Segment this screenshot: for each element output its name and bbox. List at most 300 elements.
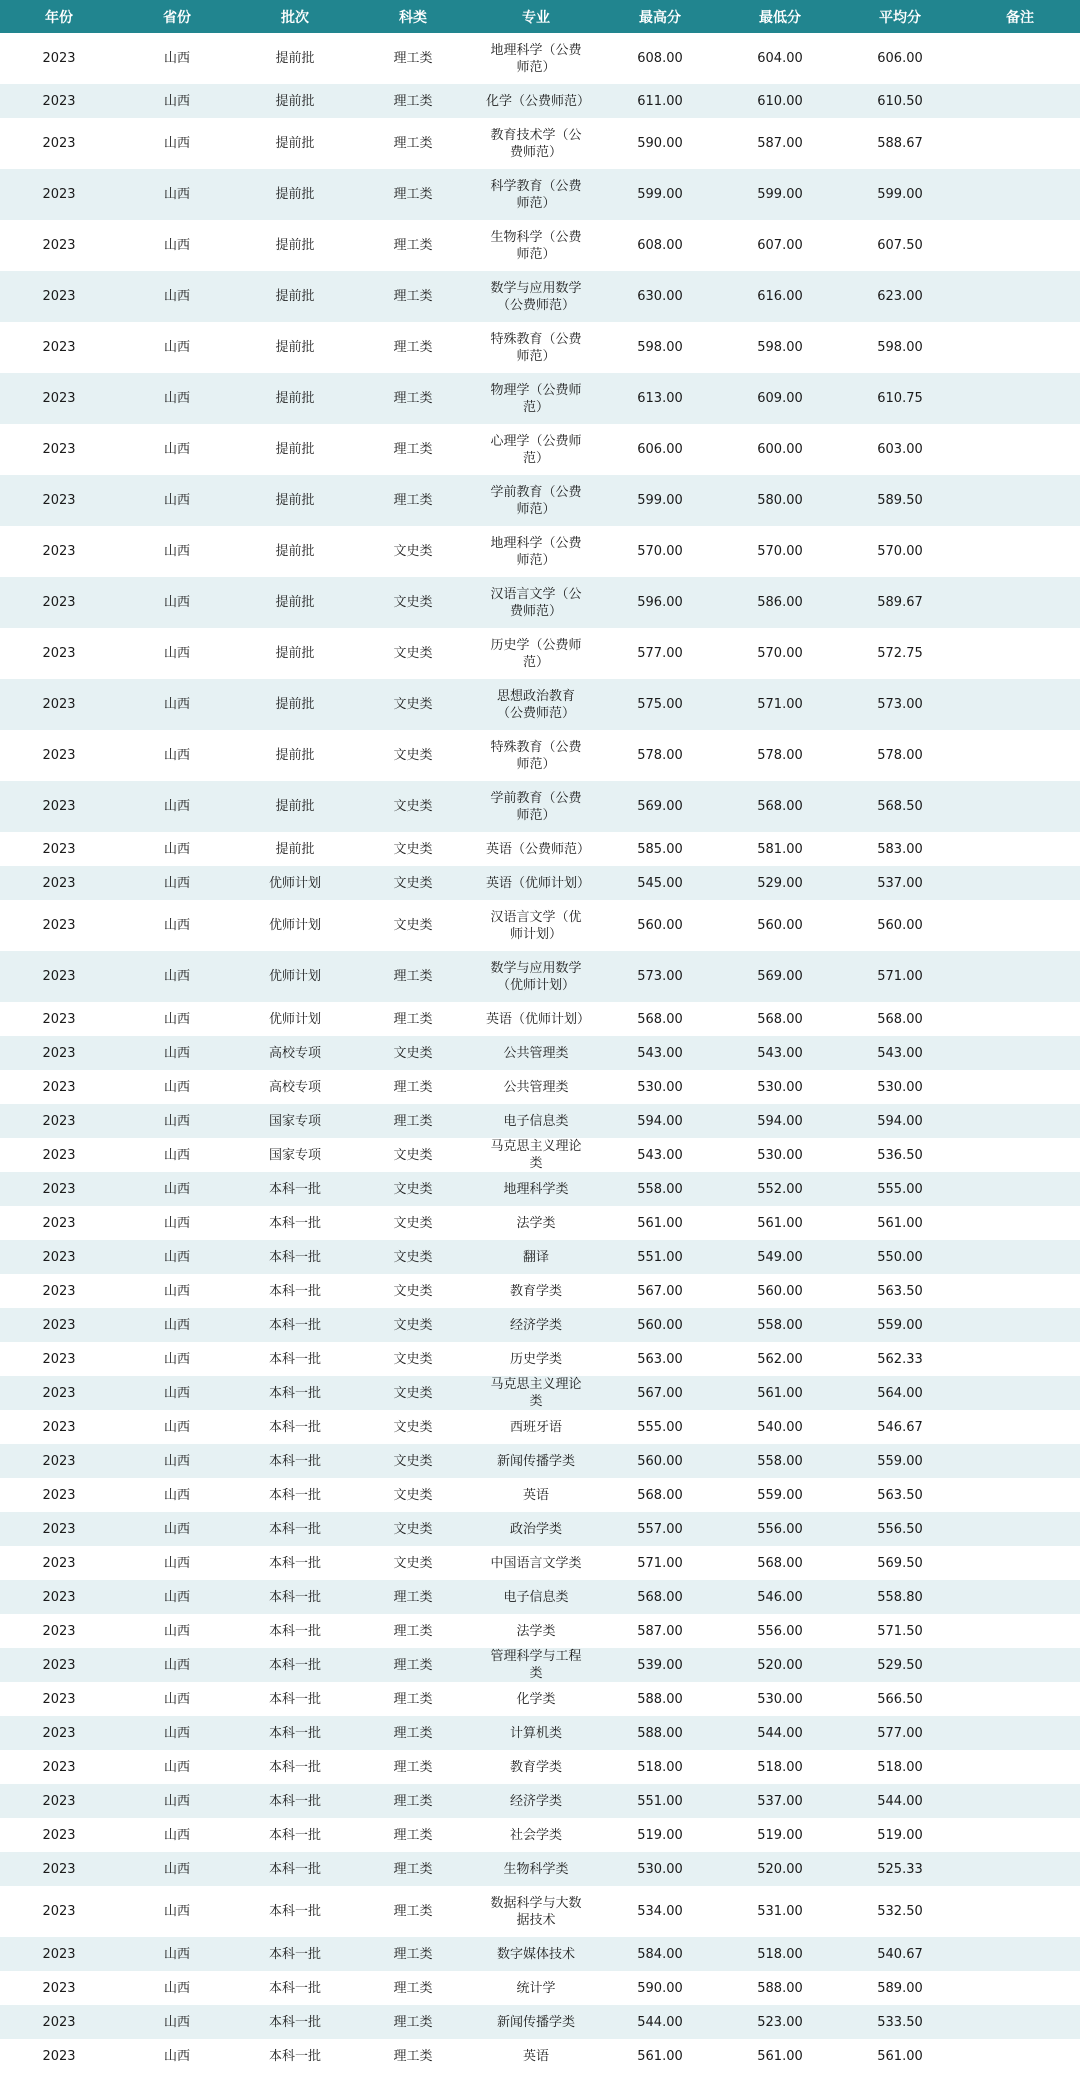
cell-major: 英语（公费师范）: [486, 841, 591, 857]
cell-province: 山西: [118, 679, 236, 730]
cell-year: 2023: [0, 1512, 118, 1546]
cell-remark: [960, 1716, 1080, 1750]
table-row: [0, 1240, 1080, 1274]
cell-major: 英语: [522, 1487, 549, 1503]
cell-year: 2023: [42, 1691, 76, 1707]
cell-major: 经济学类: [472, 1308, 600, 1342]
header-category[interactable]: 科类: [354, 0, 472, 33]
table-row: [0, 1614, 1080, 1648]
cell-remark: [960, 866, 1080, 900]
cell-major: 计算机类: [472, 1716, 600, 1750]
cell-province: 山西: [163, 544, 190, 559]
cell-min-score: 607.00: [757, 238, 803, 253]
cell-max-score: 534.00: [637, 1904, 683, 1919]
cell-min-score: 549.00: [720, 1240, 840, 1274]
cell-min-score: 571.00: [720, 679, 840, 730]
cell-category: 文史类: [354, 1240, 472, 1274]
cell-year: 2023: [42, 646, 76, 661]
cell-avg-score: 594.00: [840, 1104, 960, 1138]
cell-major: 历史学类: [509, 1351, 562, 1367]
cell-year: 2023: [42, 1419, 76, 1435]
cell-remark: [960, 577, 1080, 628]
cell-max-score: 543.00: [600, 1036, 720, 1070]
cell-major: 特殊教育（公费师范）: [490, 739, 582, 772]
cell-max-score: 611.00: [600, 84, 720, 118]
cell-batch: 优师计划: [236, 866, 354, 900]
cell-province: 山西: [118, 1512, 236, 1546]
cell-major: 汉语言文学（公费师范）: [472, 577, 600, 628]
cell-avg-score: 563.50: [877, 1487, 923, 1503]
cell-avg-score: 578.00: [877, 748, 923, 763]
cell-year: 2023: [42, 136, 76, 151]
cell-remark: [960, 1036, 1080, 1070]
cell-year: 2023: [0, 1240, 118, 1274]
cell-province: 山西: [163, 1147, 190, 1163]
cell-batch: 本科一批: [236, 1444, 354, 1478]
cell-province: 山西: [163, 1980, 190, 1996]
cell-max-score: 577.00: [637, 646, 683, 661]
cell-province: 山西: [118, 373, 236, 424]
cell-min-score: 543.00: [720, 1036, 840, 1070]
cell-remark: [960, 1376, 1080, 1410]
cell-year: 2023: [42, 1283, 76, 1299]
cell-avg-score: 529.50: [840, 1648, 960, 1682]
cell-batch: 本科一批: [268, 1487, 321, 1503]
cell-category: 理工类: [393, 136, 433, 151]
cell-max-score: 590.00: [637, 136, 683, 151]
header-row: [0, 0, 1080, 33]
cell-year: 2023: [42, 1980, 76, 1996]
cell-major: 教育学类: [509, 1283, 562, 1299]
cell-avg-score: 577.00: [840, 1716, 960, 1750]
cell-province: 山西: [118, 866, 236, 900]
cell-category: 理工类: [393, 1904, 433, 1919]
cell-major: 英语（优师计划）: [472, 866, 600, 900]
cell-min-score: 560.00: [757, 918, 803, 933]
cell-year: 2023: [0, 1716, 118, 1750]
table-row: [0, 781, 1080, 832]
cell-max-score: 518.00: [637, 1759, 683, 1775]
cell-remark: [960, 1206, 1080, 1240]
cell-max-score: 569.00: [600, 781, 720, 832]
cell-avg-score: 564.00: [840, 1376, 960, 1410]
table-row: [0, 1682, 1080, 1716]
cell-major: 经济学类: [472, 1784, 600, 1818]
cell-year: 2023: [0, 866, 118, 900]
cell-major: 数学与应用数学（优师计划）: [472, 951, 600, 1002]
cell-year: 2023: [0, 1104, 118, 1138]
table-row: [0, 1104, 1080, 1138]
cell-max-score: 544.00: [600, 2005, 720, 2039]
cell-category: 理工类: [354, 169, 472, 220]
cell-batch: 国家专项: [236, 1104, 354, 1138]
cell-min-score: 578.00: [757, 748, 803, 763]
cell-min-score: 568.00: [720, 781, 840, 832]
cell-remark: [960, 169, 1080, 220]
header-remark[interactable]: 备注: [960, 0, 1080, 33]
header-year[interactable]: 年份: [0, 0, 118, 33]
table-row: [0, 373, 1080, 424]
cell-remark: [960, 220, 1080, 271]
cell-province: 山西: [118, 169, 236, 220]
cell-batch: 本科一批: [268, 1555, 321, 1571]
cell-batch: 本科一批: [268, 1759, 321, 1775]
cell-min-score: 598.00: [757, 340, 803, 355]
cell-category: 理工类: [393, 1759, 433, 1775]
cell-batch: 本科一批: [268, 1691, 321, 1707]
cell-major: 物理学（公费师范）: [472, 373, 600, 424]
table-row: [0, 1886, 1080, 1937]
cell-category: 理工类: [354, 951, 472, 1002]
cell-province: 山西: [163, 1555, 190, 1571]
cell-max-score: 570.00: [637, 544, 683, 559]
table-row: [0, 1274, 1080, 1308]
cell-avg-score: 573.00: [840, 679, 960, 730]
cell-category: 理工类: [354, 1784, 472, 1818]
cell-province: 山西: [163, 1759, 190, 1775]
table-row: [0, 1036, 1080, 1070]
cell-province: 山西: [118, 781, 236, 832]
cell-batch: 提前批: [236, 679, 354, 730]
cell-year: 2023: [0, 1580, 118, 1614]
cell-batch: 本科一批: [236, 1240, 354, 1274]
cell-avg-score: 589.00: [877, 1980, 923, 1996]
cell-avg-score: 568.00: [877, 1011, 923, 1027]
table-row: [0, 577, 1080, 628]
cell-remark: [960, 1002, 1080, 1036]
cell-major: 汉语言文学（优师计划）: [490, 909, 582, 942]
cell-max-score: 543.00: [637, 1147, 683, 1163]
cell-avg-score: 560.00: [877, 918, 923, 933]
cell-batch: 本科一批: [268, 1215, 321, 1231]
cell-major: 英语: [522, 2048, 549, 2064]
cell-remark: [960, 1852, 1080, 1886]
table-row: [0, 730, 1080, 781]
cell-max-score: 557.00: [600, 1512, 720, 1546]
cell-remark: [960, 118, 1080, 169]
cell-remark: [960, 271, 1080, 322]
cell-min-score: 559.00: [757, 1487, 803, 1503]
cell-province: 山西: [163, 1011, 190, 1027]
cell-max-score: 575.00: [600, 679, 720, 730]
cell-category: 理工类: [393, 1079, 433, 1095]
table-row: [0, 1784, 1080, 1818]
cell-remark: [960, 1342, 1080, 1376]
cell-max-score: 530.00: [600, 1852, 720, 1886]
header-batch[interactable]: 批次: [236, 0, 354, 33]
table-row: [0, 832, 1080, 866]
table-row: [0, 1478, 1080, 1512]
cell-year: 2023: [0, 84, 118, 118]
cell-min-score: 616.00: [720, 271, 840, 322]
cell-max-score: 606.00: [637, 442, 683, 457]
cell-min-score: 520.00: [720, 1852, 840, 1886]
cell-category: 理工类: [354, 373, 472, 424]
cell-year: 2023: [42, 1623, 76, 1639]
cell-batch: 提前批: [275, 238, 315, 253]
cell-max-score: 567.00: [600, 1376, 720, 1410]
cell-province: 山西: [118, 475, 236, 526]
table-row: [0, 1580, 1080, 1614]
table-row: [0, 1342, 1080, 1376]
cell-remark: [960, 1580, 1080, 1614]
cell-year: 2023: [0, 2005, 118, 2039]
cell-remark: [960, 1614, 1080, 1648]
cell-category: 理工类: [393, 1827, 433, 1843]
cell-batch: 提前批: [275, 136, 315, 151]
cell-min-score: 587.00: [757, 136, 803, 151]
cell-category: 理工类: [354, 1104, 472, 1138]
table-row: [0, 526, 1080, 577]
cell-batch: 提前批: [275, 748, 315, 763]
table-row: [0, 1716, 1080, 1750]
cell-remark: [960, 1478, 1080, 1512]
cell-province: 山西: [163, 1283, 190, 1299]
cell-major: 化学（公费师范）: [472, 84, 600, 118]
cell-major: 思想政治教育（公费师范）: [472, 679, 600, 730]
cell-remark: [960, 526, 1080, 577]
table-row: [0, 1172, 1080, 1206]
cell-remark: [960, 1444, 1080, 1478]
cell-max-score: 578.00: [637, 748, 683, 763]
cell-avg-score: 558.80: [840, 1580, 960, 1614]
cell-batch: 提前批: [236, 271, 354, 322]
cell-max-score: 561.00: [637, 2048, 683, 2064]
cell-major: 英语（优师计划）: [486, 1011, 591, 1027]
cell-year: 2023: [0, 1036, 118, 1070]
cell-province: 山西: [163, 51, 190, 66]
cell-avg-score: 571.50: [877, 1623, 923, 1639]
cell-category: 文史类: [354, 679, 472, 730]
cell-remark: [960, 832, 1080, 866]
cell-min-score: 599.00: [720, 169, 840, 220]
cell-year: 2023: [42, 544, 76, 559]
cell-min-score: 558.00: [720, 1444, 840, 1478]
cell-max-score: 608.00: [637, 238, 683, 253]
cell-remark: [960, 1104, 1080, 1138]
cell-province: 山西: [163, 841, 190, 857]
cell-major: 翻译: [472, 1240, 600, 1274]
cell-min-score: 580.00: [720, 475, 840, 526]
cell-major: 地理科学（公费师范）: [490, 535, 582, 568]
cell-max-score: 555.00: [637, 1419, 683, 1435]
table-row: [0, 475, 1080, 526]
cell-province: 山西: [118, 1716, 236, 1750]
cell-max-score: 599.00: [600, 169, 720, 220]
cell-avg-score: 533.50: [840, 2005, 960, 2039]
cell-avg-score: 536.50: [877, 1147, 923, 1163]
cell-major: 学前教育（公费师范）: [472, 781, 600, 832]
table-body: [0, 33, 1080, 2073]
cell-category: 文史类: [393, 544, 433, 559]
cell-major: 统计学: [516, 1980, 556, 1996]
cell-category: 文史类: [354, 1308, 472, 1342]
header-major[interactable]: 专业: [472, 0, 600, 33]
cell-avg-score: 537.00: [840, 866, 960, 900]
cell-batch: 本科一批: [236, 1648, 354, 1682]
table-row: [0, 33, 1080, 84]
cell-max-score: 558.00: [600, 1172, 720, 1206]
cell-max-score: 560.00: [637, 918, 683, 933]
cell-category: 理工类: [393, 1691, 433, 1707]
cell-avg-score: 623.00: [840, 271, 960, 322]
cell-category: 文史类: [354, 781, 472, 832]
cell-province: 山西: [163, 340, 190, 355]
cell-remark: [960, 1274, 1080, 1308]
cell-avg-score: 588.67: [877, 136, 923, 151]
cell-remark: [960, 1512, 1080, 1546]
cell-min-score: 600.00: [757, 442, 803, 457]
cell-remark: [960, 2005, 1080, 2039]
cell-province: 山西: [118, 1172, 236, 1206]
cell-province: 山西: [163, 748, 190, 763]
cell-max-score: 613.00: [600, 373, 720, 424]
cell-province: 山西: [163, 1691, 190, 1707]
cell-major: 法学类: [516, 1215, 556, 1231]
cell-major: 地理科学类: [472, 1172, 600, 1206]
cell-min-score: 568.00: [757, 1011, 803, 1027]
cell-category: 文史类: [354, 1172, 472, 1206]
cell-min-score: 561.00: [757, 1215, 803, 1231]
cell-year: 2023: [42, 1351, 76, 1367]
cell-year: 2023: [0, 679, 118, 730]
cell-avg-score: 572.75: [877, 646, 923, 661]
cell-avg-score: 562.33: [877, 1351, 923, 1367]
cell-category: 理工类: [354, 1852, 472, 1886]
cell-avg-score: 550.00: [840, 1240, 960, 1274]
header-min-score[interactable]: 最低分: [720, 0, 840, 33]
table-row: [0, 424, 1080, 475]
cell-year: 2023: [0, 1937, 118, 1971]
cell-year: 2023: [42, 1904, 76, 1919]
cell-batch: 本科一批: [268, 1827, 321, 1843]
cell-category: 理工类: [354, 271, 472, 322]
cell-min-score: 586.00: [720, 577, 840, 628]
cell-batch: 提前批: [236, 169, 354, 220]
cell-major: 电子信息类: [472, 1104, 600, 1138]
cell-max-score: 573.00: [600, 951, 720, 1002]
cell-year: 2023: [0, 169, 118, 220]
cell-min-score: 561.00: [757, 2048, 803, 2064]
cell-province: 山西: [118, 2005, 236, 2039]
cell-remark: [960, 1308, 1080, 1342]
cell-category: 文史类: [354, 1376, 472, 1410]
cell-min-score: 556.00: [720, 1512, 840, 1546]
cell-year: 2023: [42, 1079, 76, 1095]
cell-remark: [960, 1240, 1080, 1274]
header-province[interactable]: 省份: [118, 0, 236, 33]
cell-batch: 提前批: [236, 84, 354, 118]
cell-max-score: 598.00: [637, 340, 683, 355]
table-row: [0, 1444, 1080, 1478]
cell-major: 历史学（公费师范）: [490, 637, 582, 670]
cell-year: 2023: [42, 841, 76, 857]
cell-max-score: 561.00: [637, 1215, 683, 1231]
cell-avg-score: 561.00: [877, 1215, 923, 1231]
header-max-score[interactable]: 最高分: [600, 0, 720, 33]
table-row: [0, 1410, 1080, 1444]
cell-min-score: 604.00: [757, 51, 803, 66]
cell-batch: 本科一批: [236, 1512, 354, 1546]
cell-province: 山西: [118, 1444, 236, 1478]
cell-year: 2023: [0, 475, 118, 526]
cell-major: 电子信息类: [472, 1580, 600, 1614]
cell-major: 学前教育（公费师范）: [472, 475, 600, 526]
cell-avg-score: 610.75: [840, 373, 960, 424]
cell-batch: 本科一批: [236, 1784, 354, 1818]
cell-min-score: 562.00: [757, 1351, 803, 1367]
cell-max-score: 584.00: [600, 1937, 720, 1971]
cell-batch: 提前批: [275, 841, 315, 857]
cell-major: 化学类: [516, 1691, 556, 1707]
cell-min-score: 570.00: [757, 544, 803, 559]
table-row: [0, 1206, 1080, 1240]
table-row: [0, 1308, 1080, 1342]
table-row: [0, 1376, 1080, 1410]
cell-major: 生物科学类: [472, 1852, 600, 1886]
cell-year: 2023: [0, 781, 118, 832]
cell-min-score: 518.00: [720, 1937, 840, 1971]
cell-remark: [960, 730, 1080, 781]
cell-min-score: 588.00: [757, 1980, 803, 1996]
cell-batch: 本科一批: [268, 1283, 321, 1299]
table-row: [0, 1138, 1080, 1172]
cell-province: 山西: [118, 1036, 236, 1070]
cell-avg-score: 569.50: [877, 1555, 923, 1571]
cell-category: 文史类: [393, 1351, 433, 1367]
cell-category: 理工类: [354, 1937, 472, 1971]
cell-year: 2023: [42, 1147, 76, 1163]
cell-major: 教育学类: [509, 1759, 562, 1775]
table-row: [0, 679, 1080, 730]
cell-major: 西班牙语: [509, 1419, 562, 1435]
cell-year: 2023: [0, 271, 118, 322]
cell-category: 文史类: [393, 1487, 433, 1503]
cell-max-score: 588.00: [600, 1716, 720, 1750]
cell-major: 政治学类: [472, 1512, 600, 1546]
cell-max-score: 568.00: [637, 1011, 683, 1027]
cell-year: 2023: [42, 1555, 76, 1571]
cell-remark: [960, 322, 1080, 373]
cell-batch: 高校专项: [268, 1079, 321, 1095]
cell-category: 理工类: [354, 1580, 472, 1614]
cell-major: 马克思主义理论类: [490, 1139, 582, 1171]
cell-category: 理工类: [393, 442, 433, 457]
cell-category: 理工类: [393, 1980, 433, 1996]
cell-category: 文史类: [354, 1512, 472, 1546]
cell-year: 2023: [0, 1376, 118, 1410]
cell-major: 公共管理类: [472, 1036, 600, 1070]
cell-max-score: 596.00: [600, 577, 720, 628]
cell-max-score: 563.00: [637, 1351, 683, 1367]
cell-category: 文史类: [393, 646, 433, 661]
cell-remark: [960, 1750, 1080, 1784]
cell-avg-score: 607.50: [877, 238, 923, 253]
cell-max-score: 594.00: [600, 1104, 720, 1138]
table-row: [0, 2039, 1080, 2073]
cell-province: 山西: [163, 1904, 190, 1919]
cell-year: 2023: [0, 1308, 118, 1342]
header-avg-score[interactable]: 平均分: [840, 0, 960, 33]
cell-avg-score: 555.00: [840, 1172, 960, 1206]
cell-major: 新闻传播学类: [472, 2005, 600, 2039]
table-row: [0, 271, 1080, 322]
cell-min-score: 530.00: [757, 1691, 803, 1707]
cell-category: 理工类: [354, 2005, 472, 2039]
cell-avg-score: 544.00: [840, 1784, 960, 1818]
cell-min-score: 523.00: [720, 2005, 840, 2039]
cell-province: 山西: [163, 442, 190, 457]
